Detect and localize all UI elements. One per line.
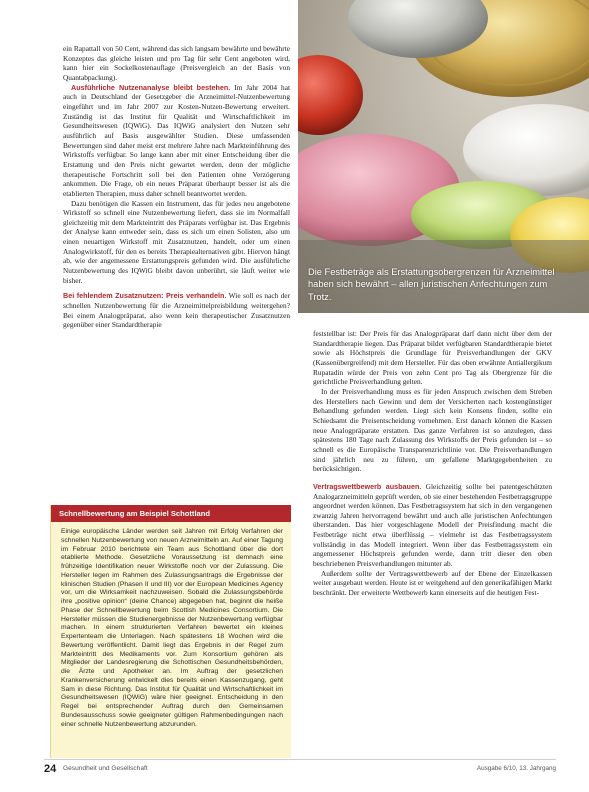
- right-paragraph-4: Außerdem sollte der Vertragswettbewerb auf der Ebene der Einzelkassen weiter ausgebaut werden. Heute ist er weitgehend auf den generikafähigen Markt beschränkt. Der erweiterte Wettbewerb kann einerseits auf die heutigen Fest-: [313, 568, 552, 598]
- right-paragraph-3: [313, 482, 552, 569]
- heading-zusatznutzen: Bei fehlendem Zusatznutzen: Preis verhandeln.: [63, 291, 227, 301]
- pills-photo: [298, 0, 589, 313]
- left-paragraph-4-text: Wie soll es nach der schnellen Nutzenbewertung für die Arzneimittelpreisbildung weitergehen? Bei einem Analogpräparat, also wenn kein therapeutischer Zusatznutzen gegenüber einer Standardtherapie: [63, 291, 290, 330]
- red-pill: [298, 55, 363, 135]
- left-paragraph-2: [63, 83, 290, 199]
- heading-vertragswettbewerb: Vertragswettbewerb ausbauen.: [313, 481, 422, 491]
- page-number: 24: [44, 763, 57, 775]
- info-box-schottland: [50, 505, 291, 758]
- issue-info: Ausgabe 6/10, 13. Jahrgang: [476, 765, 556, 772]
- info-box-title: Schnellbewertung am Beispiel Schottland: [51, 505, 291, 522]
- right-text-column: [313, 329, 552, 598]
- right-paragraph-1: feststellbar ist: Der Preis für das Analogpräparat darf dann nicht über dem der Standardtherapie liegen. Das Präparat bildet verfügbaren Standardtherapie bietet sowie als Höchstpreis die Grundlage für Preisverhandlungen der GKV (Kassenübergreifend) mit dem Hersteller. Für das oben erwähnte Antiallergikum Rupatadin würde der Preis von zehn Cent pro Tag als Obergrenze für die gerichtliche Preisverhandlung gelten.: [313, 329, 552, 387]
- page-footer: [44, 763, 556, 777]
- left-paragraph-1: ein Rapattall von 50 Cent, während das sich langsam bewährte und bewährte Konzeptes das gleiche leisten und pro Tag für sehr Cent angeboten wird, kann hier ein Sockelkostenauflage (Preisvergleich an der Basis von Quantabpackung).: [63, 44, 290, 82]
- left-paragraph-2-text: Im Jahr 2004 hat auch in Deutschland der Gesetzgeber die Arzneimittel-Nutzenbewertung eingeführt und im Jahr 2007 zur Kosten-Nutzen-Bewertung erweitert. Zuständig ist das Institut für Qualität und Wirtschaftlichkeit im Gesundheitswesen (IQWiG). Das IQWiG analysiert den Nutzen sehr ausführlich auf Basis ausgewählter Studien. Diese umfassenden Bewertungen sind daher meist erst mehrere Jahre nach Markteinführung des Wirkstoffs verfügbar. So lange kann aber mit einer Entscheidung über die Erstattung und den Preis nicht gewartet werden, denn der mögliche therapeutische Fortschritt soll bei den Patienten ohne Verzögerung ankommen. Die Frage, ob ein neues Präparat überhaupt besser ist als die etablierten Therapien, muss daher schnell beantwortet werden.: [63, 82, 290, 198]
- heading-nutzenanalyse: Ausführliche Nutzenanalyse bleibt bestehen.: [71, 82, 231, 92]
- right-paragraph-2: In der Preisverhandlung muss es für jeden Anspruch zwischen dem Streben des Herstellers nach Gewinn und dem der Versicherten nach kostengünstiger Behandlung gefunden werden. Liegt sich kein Konsens finden, sollte ein Schiedsamt die Preisentscheidung vornehmen. Erst danach können die Kassen neue Analogpräparate erstatten. Das ganze Verfahren ist so anzulegen, dass spätestens 180 Tage nach Zulassung des Wirkstoffs der Preis gefunden ist – so schnell es die Europäische Transparenzrichtlinie vor. Die Preisverhandlungen sind jährlich neu zu führen, um gefallene Marktgegebenheiten zu berücksichtigen.: [313, 386, 552, 474]
- right-paragraph-3-text: Gleichzeitig sollte bei patentgeschützten Analogarzneimitteln geprüft werden, ob sie einer bestehenden Festbetragsgruppe angeordnet werden können. Das Festbetragssystem hat sich in den vergangenen zwanzig Jahren hervorragend bewährt und auch alle juristischen Anfechtungen überstanden. Das hier vorgeschlagene Modell der Preisfindung macht die Festbeträge nicht etwa überflüssig – vielmehr ist das Festbetragssystem vollständig in das Modell integriert. Wenn über das Festbetragssystem ein angemessener Höchstpreis gefunden werde, dann tritt dieser den oben beschriebenen Preisverhandlungen mitunter ab.: [313, 481, 552, 569]
- left-paragraph-3: Dazu benötigen die Kassen ein Instrument, das für jedes neu angebotene Wirkstoff so schnell eine Nutzenbewertung liefert, dass sie im Normalfall gleichzeitig mit dem Markteintritt des Präparats verfügbar ist. Das Ergebnis der Analyse kann entweder sein, dass es sich um einen Solisten, also um einen neuartigen Wirkstoff mit Zusatznutzen, handelt, oder um einen Analogwirkstoff, für den es bereits Therapiealternativen gibt. Hiervon hängt ab, wie der angemessene Erstattungspreis gefunden wird. Die ausführliche Nutzenbewertung des IQWiG bleibt davon unberührt, sie läuft weiter wie bisher.: [63, 198, 290, 285]
- info-box-text: Einige europäische Länder werden seit Jahren mit Erfolg Verfahren der schnellen Nutzenbewertung von neuen Arzneimitteln an. Auf einer Tagung im Februar 2010 berichtete ein Team aus Schottland über die dort etablierte Methode. Gesetzliche Voraussetzung ist demnach eine frühzeitige Identifikation neuer Wirkstoffe noch vor der Zulassung. Die Hersteller legen im Rahmen des Zulassungsantrags die Ergebnisse der klinischen Studien (Phasen II und III) vor der European Medicines Agency vor, um die Wirksamkeit nachzuweisen. Sobald die Zulassungsbehörde ihre „positive opinion“ (deine Chance) abgegeben hat, beginnt die heiße Phase der Schnellbewertung beim Scottish Medicines Consortium. Die Hersteller müssen die Studienergebnisse der Nutzenbewertung verfügbar machen. In einem strukturierten Verfahren bewertet ein kleines Expertenteam die Unterlagen. Nach spätestens 18 Wochen wird die Bewertung veröffentlicht. Damit liegt das Ergebnis in der Regel zum Markteintritt des Medikaments vor. Zum Konsortium gehören als Mitglieder der Landesregierung die Schottischen Gesundheitsbehörden, die Ärzte und Apotheker an. Im Auftrag der gesetzlichen Krankenversicherung entwickelt dies bereits einen Kassenzugang, geht Sam in diese Richtung. Das Institut für Qualität und Wirtschaftlichkeit im Gesundheitswesen (IQWiG) wäre hier geeignet. Entscheidung in den Regel bei entsprechender Auftrag durch den Gemeinsamen Bundesausschuss sowie geeigneter gültigen Rahmenbedingungen nach einer schnelle Nutzenbewertung abzurunden.: [61, 528, 283, 728]
- photo-caption: Die Festbeträge als Erstattungsobergrenzen für Arzneimittel haben sich bewährt – allen juristischen Anfechtungen zum Trotz.: [308, 266, 555, 302]
- footer-divider: [44, 759, 556, 760]
- magazine-name: Gesundheit und Gesellschaft: [63, 765, 148, 772]
- left-paragraph-4: [63, 291, 290, 330]
- left-text-column: [63, 44, 290, 330]
